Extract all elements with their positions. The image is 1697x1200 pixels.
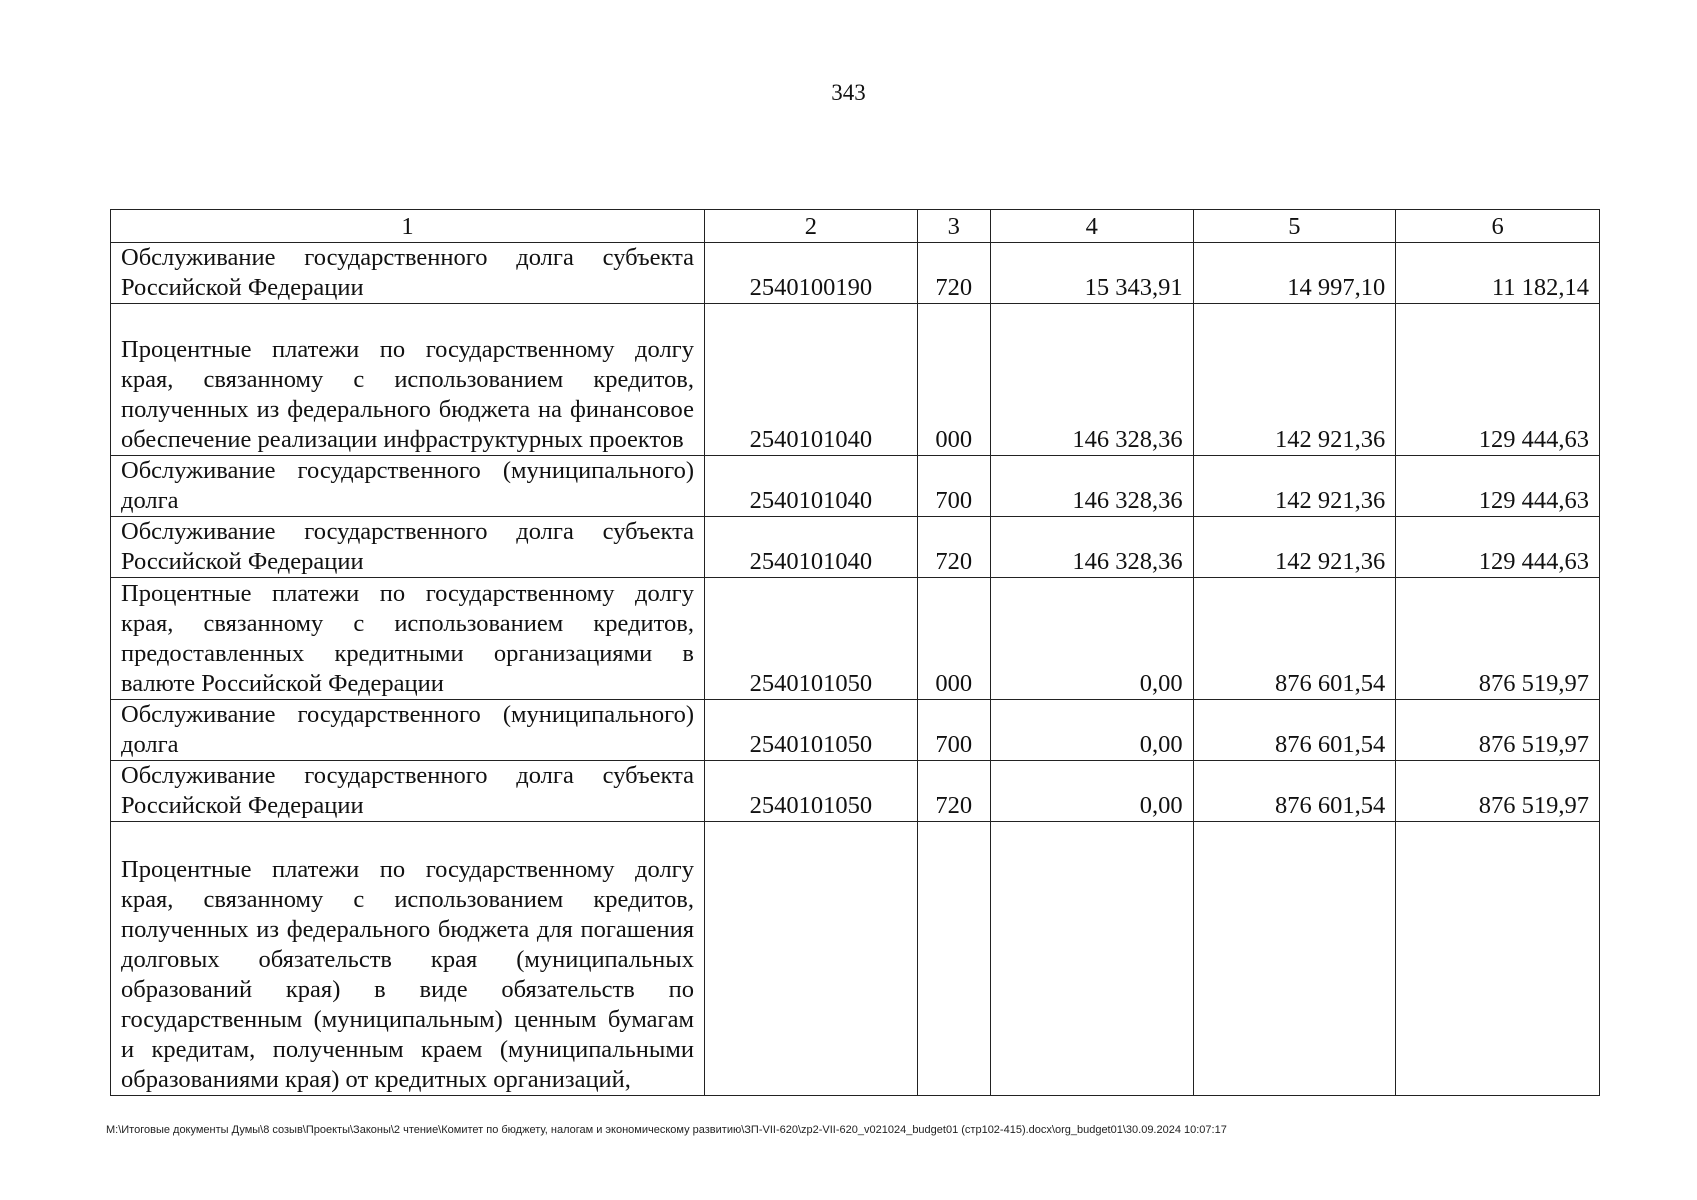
target-article-code: 2540101040 <box>704 517 917 578</box>
amount-col-4 <box>990 822 1193 1096</box>
table-row <box>111 822 1600 1096</box>
expense-type-code: 700 <box>917 700 990 761</box>
amount-col-4: 0,00 <box>990 578 1193 700</box>
amount-col-6: 876 519,97 <box>1396 761 1600 822</box>
expense-type-code: 720 <box>917 243 990 304</box>
amount-col-4: 146 328,36 <box>990 304 1193 456</box>
table-row <box>111 456 1600 517</box>
amount-col-5: 876 601,54 <box>1193 700 1396 761</box>
row-name: Обслуживание государственного (муниципального) долга <box>111 700 705 761</box>
expense-type-code: 000 <box>917 578 990 700</box>
expense-type-code: 000 <box>917 304 990 456</box>
amount-col-6: 129 444,63 <box>1396 517 1600 578</box>
expense-type-code: 720 <box>917 517 990 578</box>
amount-col-4: 0,00 <box>990 700 1193 761</box>
row-name: Обслуживание государственного долга субъекта Российской Федерации <box>111 517 705 578</box>
amount-col-6: 129 444,63 <box>1396 304 1600 456</box>
document-path-footer: M:\Итоговые документы Думы\8 созыв\Проекты\Законы\2 чтение\Комитет по бюджету, налогам и экономическому развитию\ЗП-VII-620\zp2-VII-620_v021024_budget01 (стр102-415).docx\org_budget01\30.09.2024 10:07:17 <box>106 1124 1227 1136</box>
amount-col-6: 11 182,14 <box>1396 243 1600 304</box>
target-article-code: 2540100190 <box>704 243 917 304</box>
table-row <box>111 304 1600 456</box>
table-header-row <box>111 210 1600 243</box>
row-name: Обслуживание государственного долга субъекта Российской Федерации <box>111 243 705 304</box>
row-name: Процентные платежи по государственному долгу края, связанному с использованием кредитов, полученных из федерального бюджета для погашения долговых обязательств края (муниципальных образований края) в виде обязательств по государственным (муниципальным) ценным бумагам и кредитам, полученным краем (муниципальными образованиями края) от кредитных организаций, <box>111 822 705 1096</box>
amount-col-4: 146 328,36 <box>990 456 1193 517</box>
column-header: 1 <box>111 210 705 243</box>
page-number: 343 <box>831 80 866 105</box>
amount-col-4: 15 343,91 <box>990 243 1193 304</box>
budget-table <box>110 209 1600 1096</box>
row-name: Процентные платежи по государственному долгу края, связанному с использованием кредитов, полученных из федерального бюджета на финансовое обеспечение реализации инфраструктурных проектов <box>111 304 705 456</box>
amount-col-6: 129 444,63 <box>1396 456 1600 517</box>
target-article-code: 2540101050 <box>704 700 917 761</box>
target-article-code: 2540101040 <box>704 304 917 456</box>
row-name: Процентные платежи по государственному долгу края, связанному с использованием кредитов, предоставленных кредитными организациями в валюте Российской Федерации <box>111 578 705 700</box>
amount-col-5: 14 997,10 <box>1193 243 1396 304</box>
target-article-code: 2540101050 <box>704 578 917 700</box>
target-article-code: 2540101040 <box>704 456 917 517</box>
table-row <box>111 243 1600 304</box>
table-row <box>111 517 1600 578</box>
amount-col-5: 142 921,36 <box>1193 304 1396 456</box>
amount-col-5: 142 921,36 <box>1193 517 1396 578</box>
amount-col-5: 876 601,54 <box>1193 761 1396 822</box>
column-header: 6 <box>1396 210 1600 243</box>
row-name: Обслуживание государственного долга субъекта Российской Федерации <box>111 761 705 822</box>
amount-col-6 <box>1396 822 1600 1096</box>
expense-type-code <box>917 822 990 1096</box>
amount-col-6: 876 519,97 <box>1396 700 1600 761</box>
expense-type-code: 700 <box>917 456 990 517</box>
target-article-code: 2540101050 <box>704 761 917 822</box>
amount-col-5: 142 921,36 <box>1193 456 1396 517</box>
column-header: 2 <box>704 210 917 243</box>
table-row <box>111 700 1600 761</box>
column-header: 5 <box>1193 210 1396 243</box>
column-header: 3 <box>917 210 990 243</box>
table-row <box>111 761 1600 822</box>
amount-col-4: 0,00 <box>990 761 1193 822</box>
amount-col-6: 876 519,97 <box>1396 578 1600 700</box>
expense-type-code: 720 <box>917 761 990 822</box>
amount-col-4: 146 328,36 <box>990 517 1193 578</box>
row-name: Обслуживание государственного (муниципального) долга <box>111 456 705 517</box>
column-header: 4 <box>990 210 1193 243</box>
table-row <box>111 578 1600 700</box>
amount-col-5 <box>1193 822 1396 1096</box>
target-article-code <box>704 822 917 1096</box>
amount-col-5: 876 601,54 <box>1193 578 1396 700</box>
